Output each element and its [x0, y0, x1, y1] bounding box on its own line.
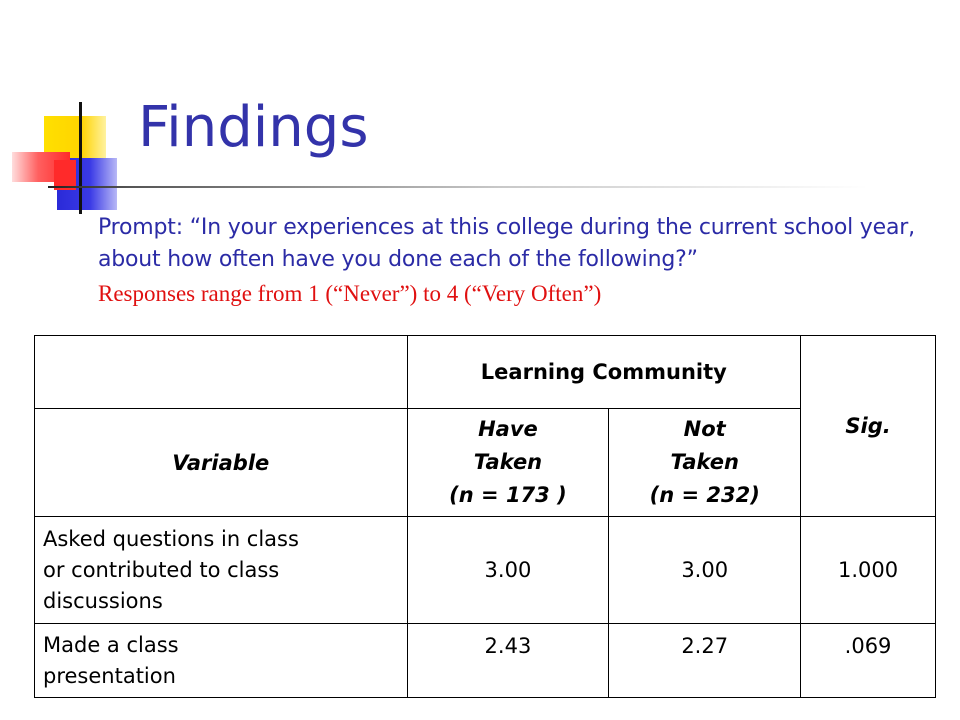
title-underline	[48, 186, 868, 188]
variable-line: presentation	[43, 663, 176, 688]
variable-line: Asked questions in class	[43, 526, 299, 551]
table-empty-corner-cell	[35, 336, 408, 409]
not-taken-header	[609, 409, 801, 517]
variable-line: discussions	[43, 588, 163, 613]
table-row	[35, 517, 936, 624]
have-taken-header	[407, 409, 609, 517]
table-group-header-row	[35, 336, 936, 409]
have-taken-header-line: Taken	[473, 450, 543, 474]
findings-table	[34, 335, 936, 698]
variable-cell	[35, 517, 408, 624]
sig-value: 1.000	[801, 517, 936, 624]
table-row	[35, 624, 936, 698]
variable-line: or contributed to class	[43, 557, 280, 582]
sig-header: Sig.	[801, 336, 936, 517]
not-taken-value: 2.27	[609, 624, 801, 698]
variable-header: Variable	[35, 409, 408, 517]
prompt-text: Prompt: “In your experiences at this college during the current school year, about how often have you done each of the following?”	[98, 215, 915, 272]
responses-range-text: Responses range from 1 (“Never”) to 4 (“Very Often”)	[98, 281, 602, 306]
not-taken-header-line: Not	[683, 417, 726, 441]
have-taken-header-line: (n = 173 )	[449, 483, 567, 507]
not-taken-header-line: Taken	[670, 450, 739, 474]
variable-line: Made a class	[43, 632, 179, 657]
learning-community-header: Learning Community	[407, 336, 801, 409]
variable-cell	[35, 624, 408, 698]
not-taken-value: 3.00	[609, 517, 801, 624]
decorative-vertical-line	[79, 102, 82, 214]
sig-value: .069	[801, 624, 936, 698]
table-subheader-row	[35, 409, 936, 517]
have-taken-value: 2.43	[407, 624, 609, 698]
not-taken-header-line: (n = 232)	[649, 483, 760, 507]
have-taken-header-line: Have	[478, 417, 538, 441]
slide-title: Findings	[138, 95, 369, 160]
have-taken-value: 3.00	[407, 517, 609, 624]
